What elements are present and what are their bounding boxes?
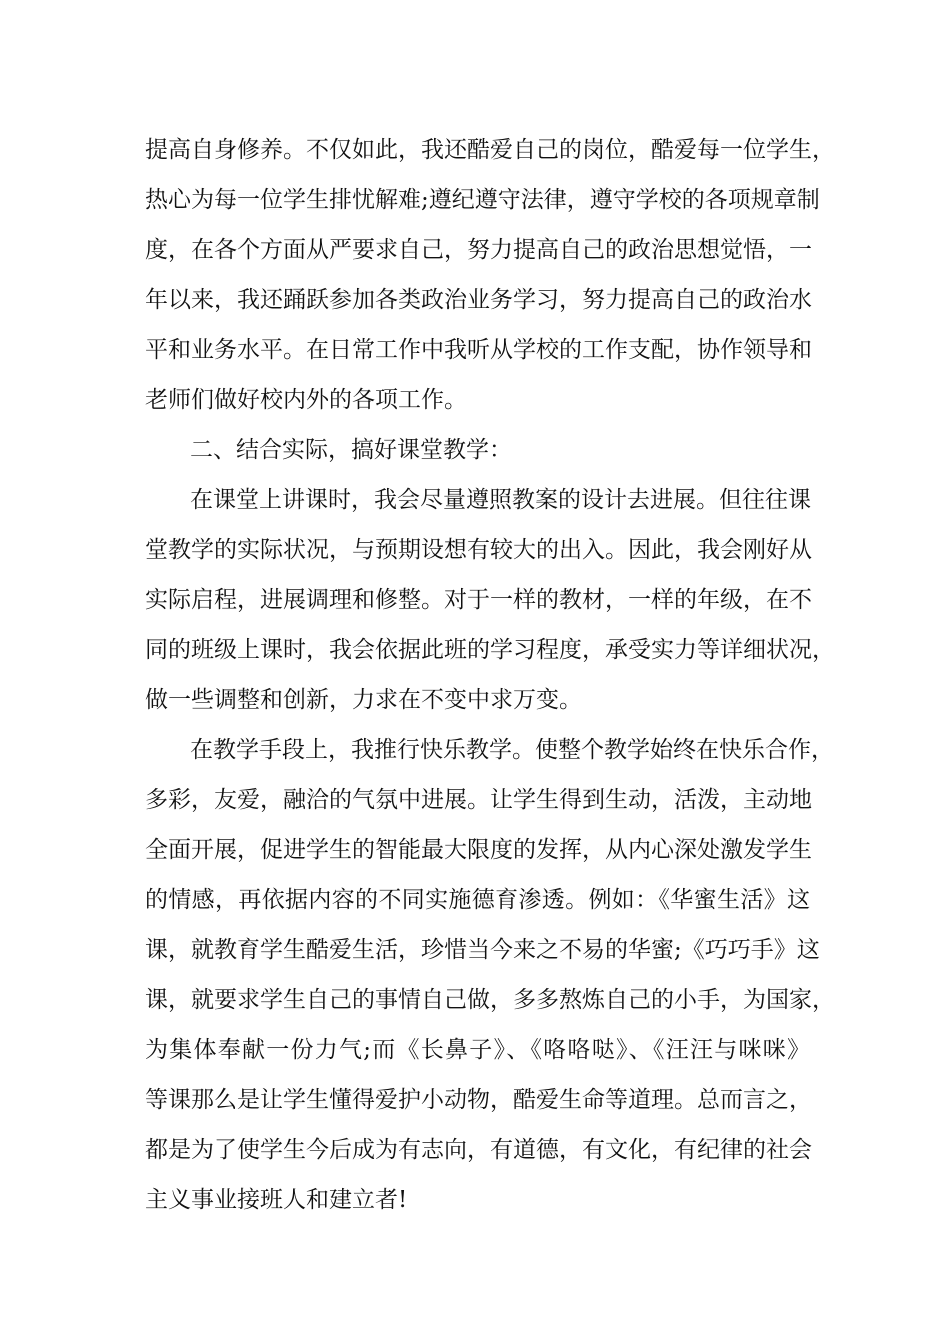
paragraph-1-line-5: 平和业务水平。在日常工作中我听从学校的工作支配，协作领导和 (145, 337, 812, 363)
paragraph-3-line-4: 的情感，再依据内容的不同实施德育渗透。例如：《华蜜生活》这 (145, 887, 810, 913)
paragraph-2-line-1: 在课堂上讲课时，我会尽量遵照教案的设计去进展。但往往课 (190, 487, 811, 513)
paragraph-1-line-4: 年以来，我还踊跃参加各类政治业务学习，努力提高自己的政治水 (145, 287, 812, 313)
paragraph-3-line-1: 在教学手段上，我推行快乐教学。使整个教学始终在快乐合作， (190, 737, 834, 763)
paragraph-2-line-4: 同的班级上课时，我会依据此班的学习程度，承受实力等详细状况， (145, 637, 835, 663)
paragraph-3-line-10: 主义事业接班人和建立者! (145, 1187, 408, 1213)
paragraph-1-line-2: 热心为每一位学生排忧解难;遵纪遵守法律，遵守学校的各项规章制 (145, 187, 820, 213)
paragraph-2-line-2: 堂教学的实际状况，与预期设想有较大的出入。因此，我会刚好从 (145, 537, 812, 563)
paragraph-3-line-9: 都是为了使学生今后成为有志向，有道德，有文化，有纪律的社会 (145, 1137, 812, 1163)
paragraph-1-line-3: 度，在各个方面从严要求自己，努力提高自己的政治思想觉悟，一 (145, 237, 812, 263)
section-heading: 二、结合实际，搞好课堂教学： (190, 437, 512, 463)
paragraph-2-line-3: 实际启程，进展调理和修整。对于一样的教材，一样的年级，在不 (145, 587, 812, 613)
paragraph-2-line-5: 做一些调整和创新，力求在不变中求万变。 (145, 687, 582, 713)
paragraph-3-line-8: 等课那么是让学生懂得爱护小动物，酷爱生命等道理。总而言之， (145, 1087, 812, 1113)
paragraph-3-line-7: 为集体奉献一份力气;而《长鼻子》、《咯咯哒》、《汪汪与咪咪》 (145, 1037, 810, 1063)
paragraph-1-line-1: 提高自身修养。不仅如此，我还酷爱自己的岗位，酷爱每一位学生， (145, 137, 835, 163)
paragraph-3-line-3: 全面开展，促进学生的智能最大限度的发挥，从内心深处激发学生 (145, 837, 812, 863)
paragraph-3-line-5: 课，就教育学生酷爱生活，珍惜当今来之不易的华蜜;《巧巧手》这 (145, 937, 820, 963)
paragraph-3-line-2: 多彩，友爱，融洽的气氛中进展。让学生得到生动，活泼，主动地 (145, 787, 812, 813)
paragraph-1-line-6: 老师们做好校内外的各项工作。 (145, 387, 467, 413)
paragraph-3-line-6: 课，就要求学生自己的事情自己做，多多熬炼自己的小手，为国家， (145, 987, 835, 1013)
